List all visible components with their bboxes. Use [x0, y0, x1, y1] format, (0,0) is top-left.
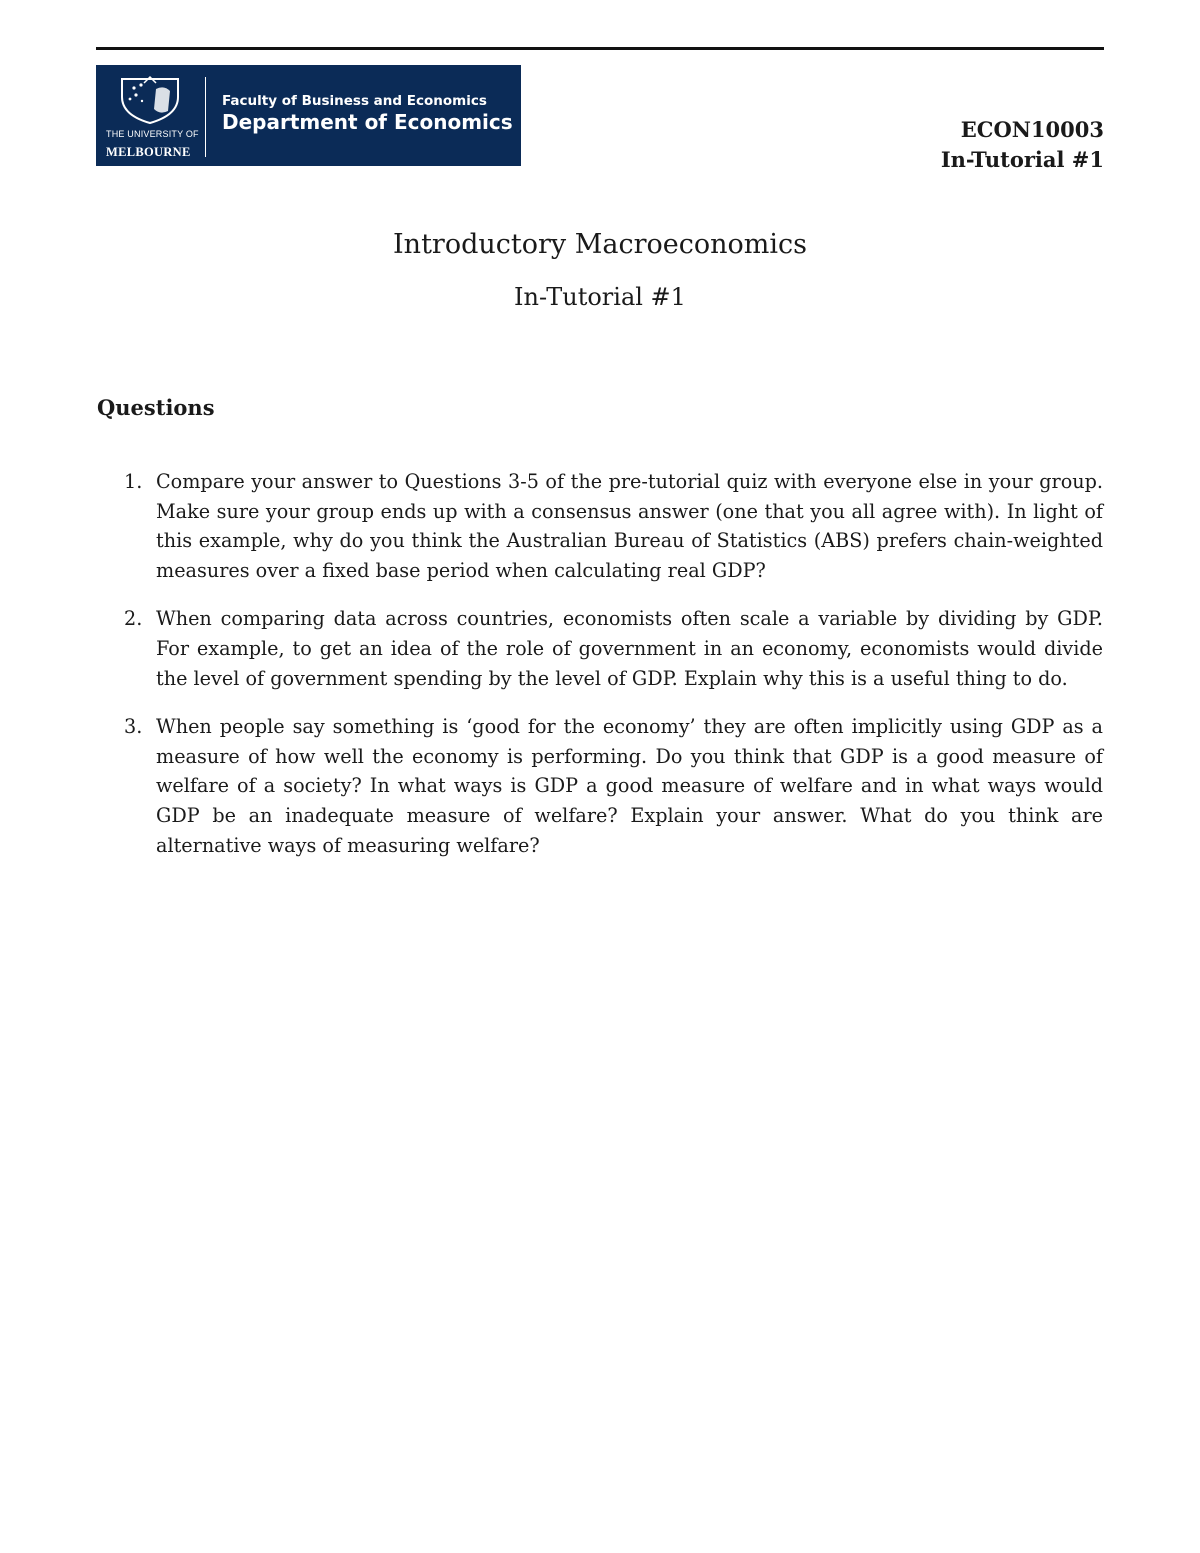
- question-item: [124, 712, 1103, 860]
- university-logo: [96, 65, 521, 166]
- department-name: Department of Economics: [222, 110, 513, 134]
- question-item: [124, 604, 1103, 693]
- question-number: 2.: [124, 607, 143, 631]
- faculty-name: Faculty of Business and Economics: [222, 93, 487, 109]
- document-title: Introductory Macroeconomics: [393, 229, 807, 260]
- question-text: Compare your answer to Questions 3-5 of the pre-tutorial quiz with everyone else in your group. Make sure your group ends up with a consensus answer (one that you all agree with). In light of this example, why do you think the Australian Bureau of Statistics (ABS) prefers chain-weighted measures over a fixed base period when calculating real GDP?: [156, 470, 1103, 582]
- section-heading: Questions: [97, 395, 215, 420]
- university-crest-icon: [114, 75, 186, 125]
- question-number: 1.: [124, 470, 143, 493]
- question-list: [124, 467, 1103, 879]
- question-text: When comparing data across countries, economists often scale a variable by dividing by GDP. For example, to get an idea of the role of government in an economy, economists would divide the level of government spending by the level of GDP. Explain why this is a useful thing to do.: [156, 607, 1103, 690]
- document-subtitle: In-Tutorial #1: [514, 283, 686, 311]
- question-text: When people say something is ‘good for the economy’ they are often implicitly using GDP as a measure of how well the economy is performing. Do you think that GDP is a good measure of welfare of a society? In what ways is GDP a good measure of welfare and in what ways would GDP be an inadequate measure of welfare? Explain your answer. What do you think are alternative ways of measuring welfare?: [156, 715, 1103, 857]
- university-name-line1: THE UNIVERSITY OF: [106, 129, 199, 139]
- question-number: 3.: [124, 715, 143, 739]
- university-name-line2: MELBOURNE: [106, 145, 191, 159]
- top-rule: [96, 47, 1104, 50]
- tutorial-label: In-Tutorial #1: [940, 147, 1104, 172]
- logo-divider: [205, 77, 206, 157]
- course-code: ECON10003: [960, 117, 1104, 142]
- question-item: [124, 467, 1103, 585]
